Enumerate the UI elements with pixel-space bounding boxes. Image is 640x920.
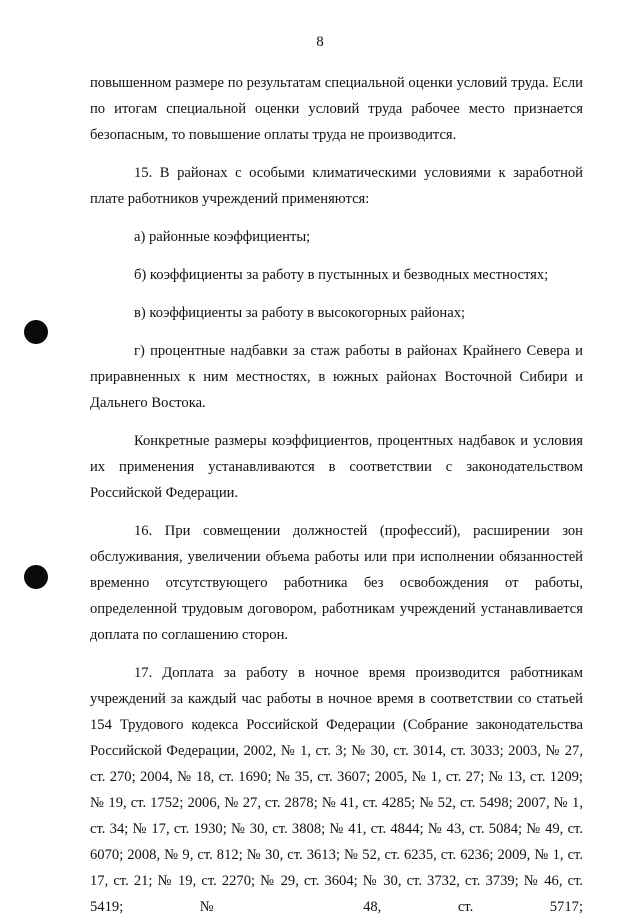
paragraph-item-17: 17. Доплата за работу в ночное время производится работникам учреждений за каждый час работы в ночное время в соответствии со статьей 154 Трудового кодекса Российской Федерации (Собрание законодательства Российской Федерации, 2002, № 1, ст. 3; № 30, ст. 3014, ст. 3033; 2003, № 27, ст. 270; 2004, № 18, ст. 1690; № 35, ст. 3607; 2005, № 1, ст. 27; № 13, ст. 1209; № 19, ст. 1752; 2006, № 27, ст. 2878; № 41, ст. 4285; № 52, ст. 5498; 2007, № 1, ст. 34; № 17, ст. 1930; № 30, ст. 3808; № 41, ст. 4844; № 43, ст. 5084; № 49, ст. 6070; 2008, № 9, ст. 812; № 30, ст. 3613; № 52, ст. 6235, ст. 6236; 2009, № 1, ст. 17, ст. 21; № 19, ст. 2270; № 29, ст. 3604; № 30, ст. 3732, ст. 3739; № 46, ст. 5419; № 48, ст. 5717;	[90, 665, 583, 915]
paragraph-item-16: 16. При совмещении должностей (профессий), расширении зон обслуживания, увеличении объема работы или при исполнении обязанностей временно отсутствующего работника без освобождения от работы, определенной трудовым договором, работникам учреждений устанавливается доплата по соглашению сторон.	[90, 523, 583, 643]
document-body	[90, 70, 583, 920]
page-number: 8	[316, 34, 324, 50]
punch-hole	[24, 565, 48, 589]
list-item-g: г) процентные надбавки за стаж работы в районах Крайнего Севера и приравненных к ним местностях, в южных районах Восточной Сибири и Дальнего Востока.	[90, 343, 583, 411]
paragraph-continuation: повышенном размере по результатам специальной оценки условий труда. Если по итогам специальной оценки условий труда рабочее место признается безопасным, то повышение оплаты труда не производится.	[90, 75, 583, 143]
punch-hole	[24, 320, 48, 344]
list-item-a: а) районные коэффициенты;	[134, 229, 311, 245]
paragraph-coefficients: Конкретные размеры коэффициентов, процентных надбавок и условия их применения устанавливаются в соответствии с законодательством Российской Федерации.	[90, 433, 583, 501]
list-item-v: в) коэффициенты за работу в высокогорных районах;	[134, 305, 466, 321]
paragraph-item-15: 15. В районах с особыми климатическими условиями к заработной плате работников учреждений применяются:	[90, 165, 583, 207]
list-item-b: б) коэффициенты за работу в пустынных и безводных местностях;	[134, 267, 549, 283]
